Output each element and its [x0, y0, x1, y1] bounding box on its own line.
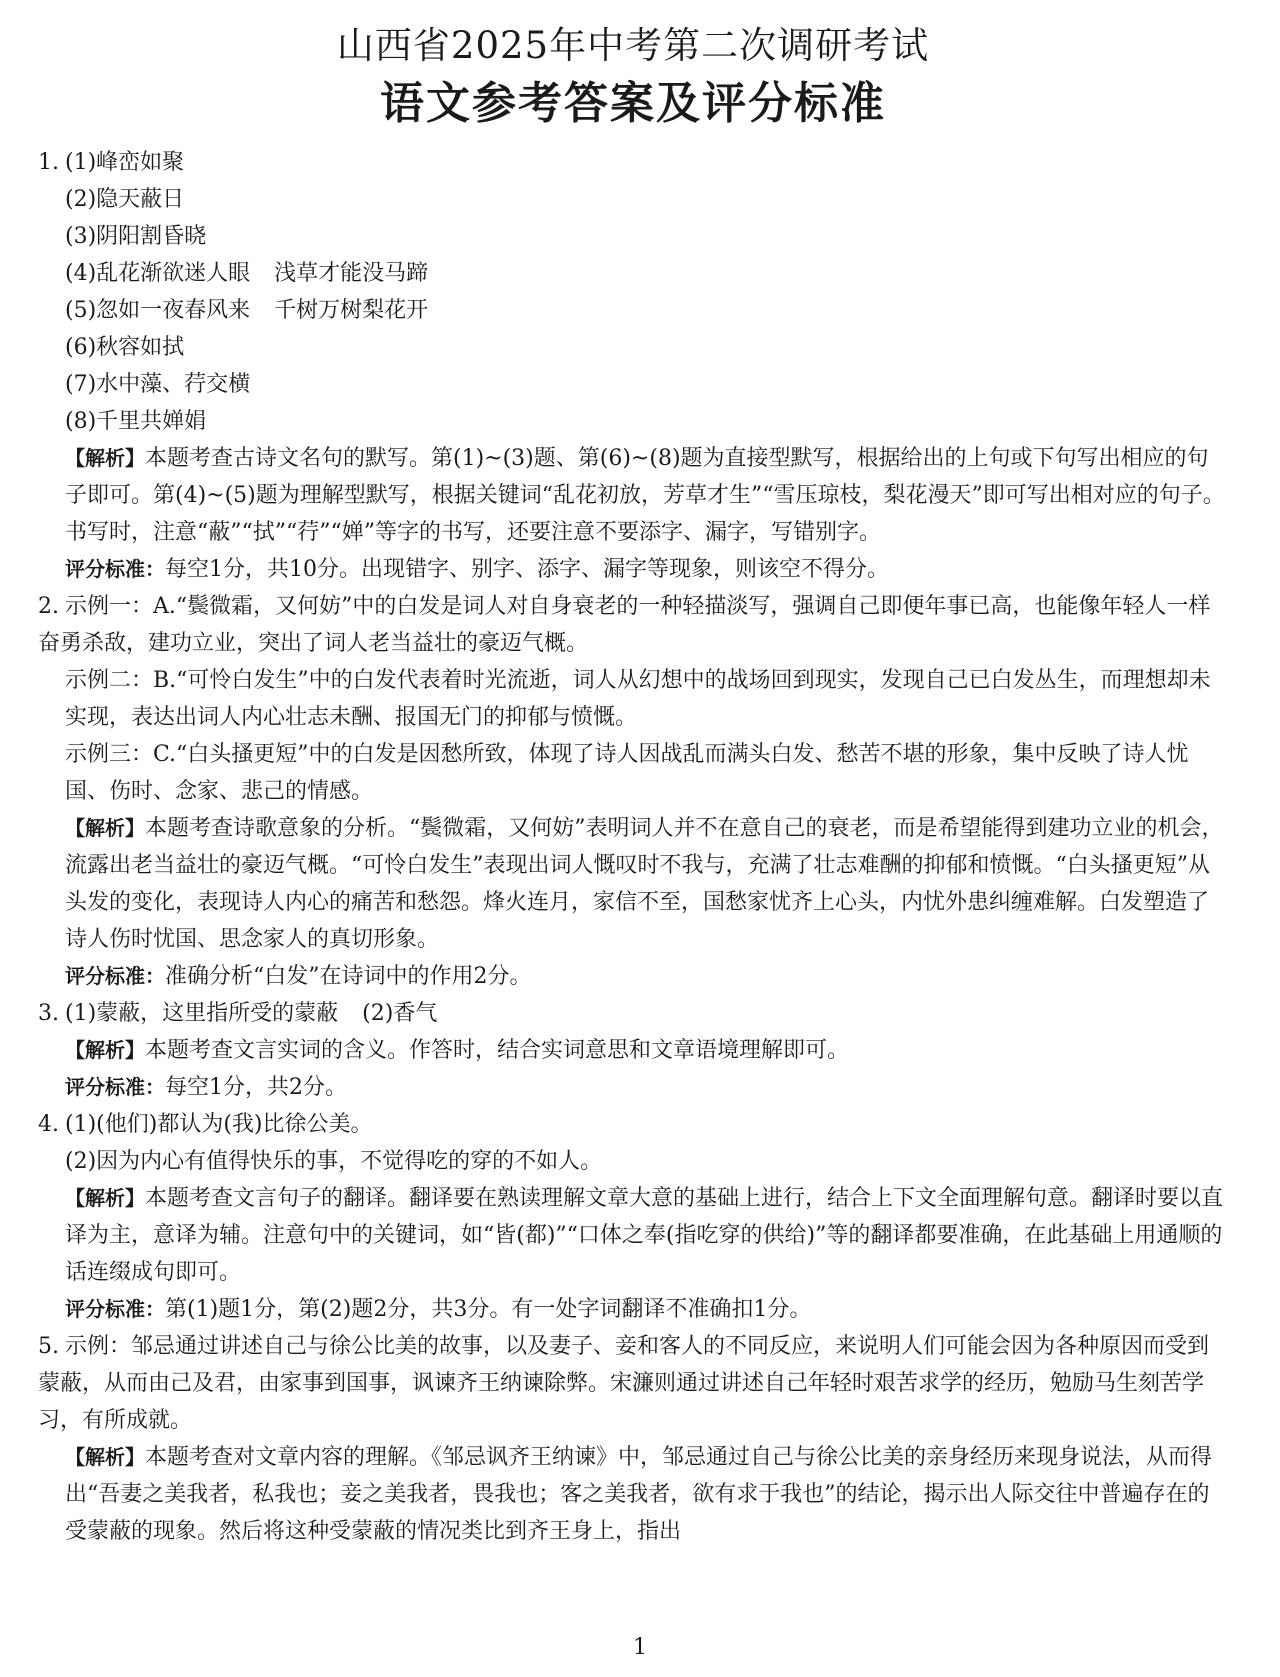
analysis-label: 【解析】: [65, 1445, 145, 1469]
q1-number: 1.: [38, 150, 59, 175]
q4-answer-2: (2)因为内心有值得快乐的事，不觉得吃的穿的不如人。: [65, 1149, 603, 1174]
q4-number: 4.: [38, 1112, 59, 1137]
q5-analysis: 【解析】本题考查对文章内容的理解。《邹忌讽齐王纳谏》中，邹忌通过自己与徐公比美的亲身经历来现身说法，从而得出“吾妻之美我者，私我也；妾之美我者，畏我也；客之美我者，欲有求于我也”的结论，揭示出人际交往中普遍存在的受蒙蔽的现象。然后将这种受蒙蔽的情况类比到齐王身上，指出: [65, 1445, 1213, 1544]
analysis-label: 【解析】: [65, 1186, 145, 1210]
question-2: [38, 588, 1228, 995]
q3-scoring: 评分标准：每空1分，共2分。: [65, 1075, 347, 1100]
q1-scoring: 评分标准：每空1分，共10分。出现错字、别字、添字、漏字等现象，则该空不得分。: [65, 557, 889, 582]
q3-answer: 3. (1)蒙蔽，这里指所受的蒙蔽 (2)香气: [38, 995, 1228, 1032]
question-4: [38, 1106, 1228, 1328]
question-5: [38, 1328, 1228, 1550]
analysis-label: 【解析】: [65, 1038, 145, 1062]
q2-analysis: 【解析】本题考查诗歌意象的分析。“鬓微霜，又何妨”表明词人并不在意自己的衰老，而是希望能得到建功立业的机会，流露出老当益壮的豪迈气概。“可怜白发生”表现出词人慨叹时不我与，充满了壮志难酬的抑郁和愤慨。“白头搔更短”从头发的变化，表现诗人内心的痛苦和愁怨。烽火连月，家信不至，国愁家忧齐上心头，内忧外患纠缠难解。白发塑造了诗人伤时忧国、思念家人的真切形象。: [65, 816, 1224, 952]
question-1: [38, 144, 1228, 588]
q4-answer-1: 4. (1)(他们)都认为(我)比徐公美。: [38, 1106, 1228, 1143]
q2-example-3: 示例三：C.“白头搔更短”中的白发是因愁所致，体现了诗人因战乱而满头白发、愁苦不堪的形象，集中反映了诗人忧国、伤时、念家、悲己的情感。: [65, 742, 1189, 804]
question-3: [38, 995, 1228, 1106]
q5-answer: 5. 示例：邹忌通过讲述自己与徐公比美的故事，以及妻子、妾和客人的不同反应，来说明人们可能会因为各种原因而受到蒙蔽，从而由己及君，由家事到国事，讽谏齐王纳谏除弊。宋濂则通过讲述自己年轻时艰苦求学的经历，勉励马生刻苦学习，有所成就。: [38, 1328, 1228, 1439]
q1-item-2: (2)隐天蔽日: [65, 187, 185, 212]
q2-example-2: 示例二：B.“可怜白发生”中的白发代表着时光流逝，词人从幻想中的战场回到现实，发现自己已白发丛生，而理想却未实现，表达出词人内心壮志未酬、报国无门的抑郁与愤慨。: [65, 668, 1211, 730]
q1-item-6: (6)秋容如拭: [65, 335, 185, 360]
q1-analysis: 【解析】本题考查古诗文名句的默写。第(1)~(3)题、第(6)~(8)题为直接型默写，根据给出的上句或下句写出相应的句子即可。第(4)~(5)题为理解型默写，根据关键词“乱花初放，芳草才生”“雪压琼枝，梨花漫天”即可写出相对应的句子。书写时，注意“蔽”“拭”“荇”“婵”等字的书写，还要注意不要添字、漏字，写错别字。: [65, 446, 1225, 545]
q2-scoring: 评分标准：准确分析“白发”在诗词中的作用2分。: [65, 964, 532, 989]
q2-example-1: 2. 示例一：A.“鬓微霜，又何妨”中的白发是词人对自身衰老的一种轻描淡写，强调自己即便年事已高，也能像年轻人一样奋勇杀敌，建功立业，突出了词人老当益壮的豪迈气概。: [38, 588, 1228, 662]
analysis-label: 【解析】: [65, 816, 145, 840]
page-subtitle: 语文参考答案及评分标准: [380, 78, 886, 129]
scoring-label: 评分标准：: [65, 964, 165, 988]
q1-item-4: (4)乱花渐欲迷人眼 浅草才能没马蹄: [65, 261, 429, 286]
q1-item-5: (5)忽如一夜春风来 千树万树梨花开: [65, 298, 429, 323]
page-title: 山西省2025年中考第二次调研考试: [336, 24, 930, 67]
scoring-label: 评分标准：: [65, 1075, 165, 1099]
q1-item-7: (7)水中藻、荇交横: [65, 372, 251, 397]
q2-number: 2.: [38, 594, 59, 619]
q1-item-3: (3)阴阳割昏晓: [65, 224, 207, 249]
scoring-label: 评分标准：: [65, 557, 165, 581]
q4-scoring: 评分标准：第(1)题1分，第(2)题2分，共3分。有一处字词翻译不准确扣1分。: [65, 1297, 812, 1322]
scoring-label: 评分标准：: [65, 1297, 165, 1321]
q5-number: 5.: [38, 1334, 59, 1359]
q4-analysis: 【解析】本题考查文言句子的翻译。翻译要在熟读理解文章大意的基础上进行，结合上下文全面理解句意。翻译时要以直译为主，意译为辅。注意句中的关键词，如“皆(都)”“口体之奉(指吃穿的供给)”等的翻译都要准确，在此基础上用通顺的话连缀成句即可。: [65, 1186, 1224, 1285]
page-number: 1: [633, 1635, 647, 1660]
answers-body: [38, 144, 1228, 1550]
q3-number: 3.: [38, 1001, 59, 1026]
analysis-label: 【解析】: [65, 446, 145, 470]
q1-item-1: 1. (1)峰峦如聚: [38, 144, 1228, 181]
q1-item-8: (8)千里共婵娟: [65, 409, 207, 434]
q3-analysis: 【解析】本题考查文言实词的含义。作答时，结合实词意思和文章语境理解即可。: [65, 1038, 850, 1063]
